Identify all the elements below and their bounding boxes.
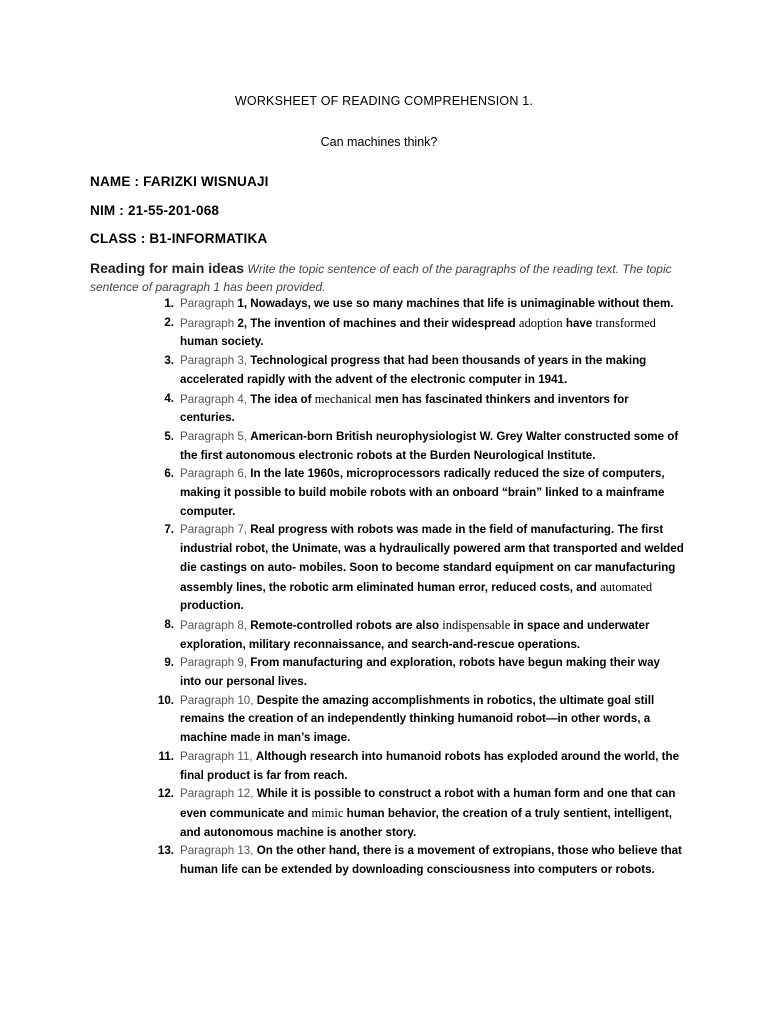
- vocabulary-word: mechanical: [314, 391, 372, 406]
- list-item-number: 13.: [157, 844, 174, 858]
- topic-sentence-text: 2, The invention of machines and their widespread: [237, 316, 519, 330]
- student-name: NAME : FARIZKI WISNUAJI: [90, 174, 269, 189]
- topic-sentence-text: From manufacturing and exploration, robots have begun making their way into our personal lives.: [180, 656, 660, 689]
- instructions: [90, 259, 690, 296]
- list-item: [154, 692, 684, 748]
- worksheet-subtitle: Can machines think?: [320, 135, 438, 149]
- paragraph-label: Paragraph 5,: [180, 429, 251, 443]
- topic-sentence-text: Real progress with robots was made in the field of manufacturing. The first industrial robot, the Unimate, was a hydraulically powered arm that transported and welded die castings on auto- mobiles. Soon to become standard equipment on car manufacturing assembly lines, the robotic arm eliminated human error, reduced costs, and: [180, 523, 684, 594]
- student-nim: NIM : 21-55-201-068: [90, 203, 220, 218]
- list-item: [154, 654, 684, 691]
- paragraph-label: Paragraph 4,: [180, 392, 251, 406]
- topic-sentence-text: The idea of: [250, 392, 315, 406]
- list-item-number: 3.: [164, 354, 174, 368]
- paragraph-label: Paragraph 11,: [180, 749, 256, 763]
- paragraph-label: Paragraph 13,: [180, 844, 257, 858]
- topic-sentence-text: Technological progress that had been thousands of years in the making accelerated rapidly with the advent of the electronic computer in 1941.: [180, 354, 647, 386]
- topic-sentence-text: In the late 1960s, microprocessors radically reduced the size of computers, making it possible to build mobile robots with an onboard “brain” linked to a mainframe computer.: [180, 467, 665, 518]
- paragraph-label: Paragraph 12,: [180, 787, 257, 801]
- topic-sentence-text: human behavior, the creation of a truly sentient, intelligent, and autonomous machine is another story.: [180, 806, 672, 839]
- instructions-heading: Reading for main ideas: [90, 260, 245, 276]
- list-item: [154, 521, 684, 616]
- list-item: [154, 295, 684, 314]
- instructions-text: Write the topic sentence of each of the paragraphs of the reading text. The topic sentence of paragraph 1 has been provided.: [90, 262, 672, 294]
- list-item: [154, 616, 684, 654]
- list-item-number: 6.: [164, 467, 174, 481]
- vocabulary-word: adoption: [518, 315, 563, 330]
- student-class: CLASS : B1-INFORMATIKA: [90, 231, 268, 246]
- list-item-number: 8.: [164, 617, 174, 631]
- paragraph-label: Paragraph 8,: [180, 618, 251, 632]
- topic-sentence-text: human society.: [180, 335, 264, 349]
- topic-sentence-text: men has fascinated thinkers and inventors for centuries.: [180, 392, 629, 425]
- list-item-number: 11.: [158, 749, 174, 763]
- list-item: [154, 748, 684, 785]
- list-item-number: 5.: [164, 429, 174, 443]
- vocabulary-word: indispensable: [442, 617, 511, 632]
- list-item: [154, 390, 684, 428]
- topic-sentence-text: Remote-controlled robots are also: [250, 618, 443, 632]
- topic-sentence-text: American-born British neurophysiologist W. Grey Walter constructed some of the first autonomous electronic robots at the Burden Neurological Institute.: [180, 429, 679, 462]
- vocabulary-word: transformed: [595, 315, 656, 330]
- list-item: [154, 842, 684, 879]
- paragraph-label: Paragraph 9,: [180, 656, 251, 670]
- topic-sentence-text: have: [562, 316, 596, 330]
- list-item-number: 9.: [164, 656, 174, 670]
- list-item: [154, 428, 684, 465]
- paragraph-label: Paragraph 10,: [180, 693, 257, 707]
- vocabulary-word: mimic: [311, 805, 344, 820]
- topic-sentence-text: Although research into humanoid robots has exploded around the world, the final product is far from reach.: [180, 749, 680, 782]
- topic-sentence-text: in space and underwater exploration, military reconnaissance, and search-and-rescue operations.: [180, 618, 650, 651]
- list-item-number: 12.: [157, 787, 174, 801]
- topic-sentence-text: production.: [180, 599, 244, 613]
- paragraph-label: Paragraph 6,: [180, 467, 251, 481]
- topic-sentence-text: While it is possible to construct a robot with a human form and one that can even communicate and: [180, 787, 676, 820]
- list-item-number: 1.: [164, 297, 174, 310]
- paragraph-label: Paragraph: [180, 297, 238, 310]
- topic-sentence-text: 1, Nowadays, we use so many machines that life is unimaginable without them.: [237, 297, 674, 310]
- paragraph-label: Paragraph 7,: [180, 523, 251, 537]
- list-item-number: 7.: [164, 523, 174, 537]
- paragraph-label: Paragraph: [180, 316, 238, 330]
- worksheet-title: WORKSHEET OF READING COMPREHENSION 1.: [234, 94, 534, 108]
- list-item-number: 4.: [164, 391, 174, 405]
- paragraph-label: Paragraph 3,: [180, 354, 251, 368]
- vocabulary-word: automated: [600, 579, 653, 594]
- topic-sentence-text: On the other hand, there is a movement of extropians, those who believe that human life can be extended by downloading consciousness into computers or robots.: [180, 844, 682, 877]
- list-item: [154, 465, 684, 521]
- list-item: [154, 785, 684, 842]
- list-item-number: 2.: [164, 315, 174, 329]
- topic-sentence-text: Despite the amazing accomplishments in robotics, the ultimate goal still remains the creation of an independently thinking humanoid robot—in other words, a machine made in man’s image.: [180, 693, 655, 745]
- list-item: [154, 352, 684, 389]
- list-item-number: 10.: [157, 693, 174, 707]
- list-item: [154, 314, 684, 352]
- paragraph-list: [154, 295, 684, 880]
